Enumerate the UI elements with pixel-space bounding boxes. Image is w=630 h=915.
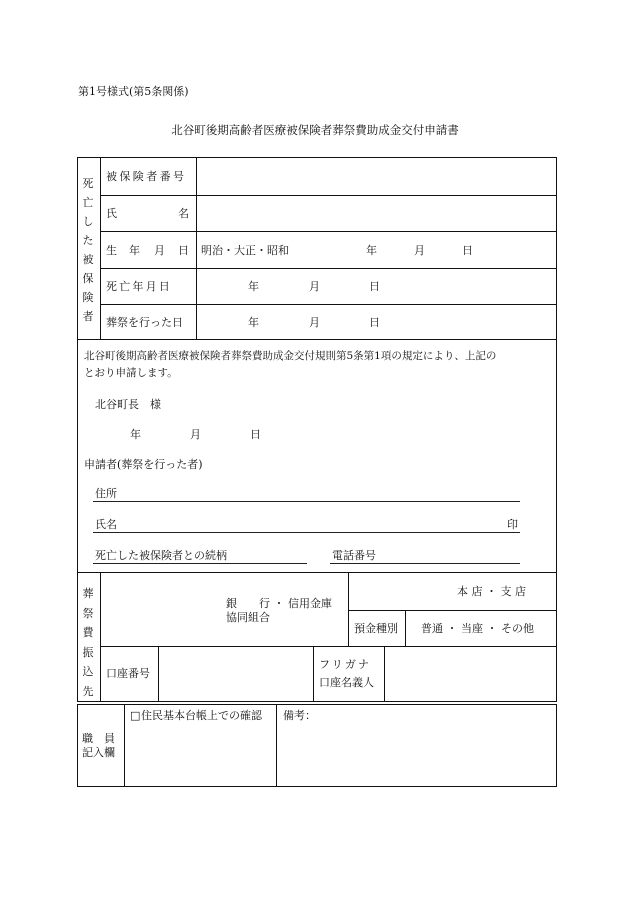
phone-line[interactable] xyxy=(330,563,520,564)
birth-month: 月 xyxy=(414,244,425,257)
account-holder-field[interactable] xyxy=(385,647,556,702)
death-day: 日 xyxy=(369,280,380,293)
relation-line[interactable] xyxy=(93,563,307,564)
bank-types[interactable]: 銀 行 ・ 信用金庫 xyxy=(226,597,332,610)
account-holder-label: 口座名義人 xyxy=(319,676,374,689)
application-statement-1: 北谷町後期高齢者医療被保険者葬祭費助成金交付規則第5条第1項の規定により、上記の xyxy=(84,350,497,362)
applicant-label: 申請者(葬祭を行った者) xyxy=(84,458,203,471)
address-line[interactable] xyxy=(93,501,520,502)
bank-subrow-line xyxy=(348,610,557,611)
application-year: 年 xyxy=(130,428,141,441)
birth-label-3: 月 xyxy=(154,244,165,257)
application-day: 日 xyxy=(250,428,261,441)
row-line xyxy=(100,231,557,232)
account-number-label: 口座番号 xyxy=(106,667,150,680)
bank-section-divider xyxy=(100,572,101,702)
section-line xyxy=(77,339,557,340)
branch-types[interactable]: 本 店 ・ 支 店 xyxy=(457,585,526,598)
name-label-first: 氏 xyxy=(106,207,117,220)
bank-section-label xyxy=(82,584,96,701)
deposit-type-label: 預金種別 xyxy=(354,622,398,635)
funeral-month: 月 xyxy=(309,316,320,329)
form-reference: 第1号様式(第5条関係) xyxy=(78,85,189,98)
staff-divider xyxy=(124,704,125,787)
seal-mark: 印 xyxy=(507,518,518,531)
birth-label-1: 生 xyxy=(106,244,117,257)
deceased-section-label xyxy=(82,174,96,326)
main-form-frame xyxy=(77,157,557,702)
birth-day: 日 xyxy=(462,244,473,257)
resident-check-label: 住民基本台帳上での確認 xyxy=(141,709,262,722)
applicant-name-label: 氏名 xyxy=(95,518,117,531)
funeral-day: 日 xyxy=(369,316,380,329)
deposit-types[interactable]: 普通 ・ 当座 ・ その他 xyxy=(421,622,534,635)
bank-section-text: 葬祭費振込先 xyxy=(82,587,94,698)
staff-label-2: 記入欄 xyxy=(82,746,115,759)
death-month: 月 xyxy=(309,280,320,293)
death-date-label: 死亡年月日 xyxy=(106,280,172,293)
bank-types-union[interactable]: 協同組合 xyxy=(226,611,270,624)
deceased-name-field[interactable] xyxy=(197,196,556,231)
deceased-section-text: 死亡した被保険者 xyxy=(82,177,94,323)
remarks-label: 備考： xyxy=(283,709,316,722)
insured-number-label: 被保険者番号 xyxy=(106,170,187,183)
birth-label-2: 年 xyxy=(129,244,140,257)
name-line[interactable] xyxy=(93,532,520,533)
addressee: 北谷町長 様 xyxy=(95,398,161,411)
name-label-second: 名 xyxy=(178,207,189,220)
resident-check-checkbox[interactable]: □ xyxy=(130,709,141,722)
application-month: 月 xyxy=(190,428,201,441)
birth-label-4: 日 xyxy=(178,244,189,257)
account-number-field[interactable] xyxy=(159,647,313,702)
funeral-year: 年 xyxy=(248,316,259,329)
staff-label-1: 職 員 xyxy=(82,732,115,745)
address-label: 住所 xyxy=(95,487,117,500)
death-year: 年 xyxy=(248,280,259,293)
phone-label: 電話番号 xyxy=(332,549,376,562)
insured-number-field[interactable] xyxy=(197,158,556,195)
row-line xyxy=(100,304,557,305)
deposit-divider xyxy=(405,610,406,646)
furigana-label: フリガナ xyxy=(319,658,372,671)
funeral-date-label: 葬祭を行った日 xyxy=(106,316,183,329)
application-statement-2: とおり申請します。 xyxy=(84,367,178,379)
deceased-section-divider xyxy=(100,157,101,339)
birth-year: 年 xyxy=(366,244,377,257)
era-options[interactable]: 明治・大正・昭和 xyxy=(201,244,289,257)
relation-label: 死亡した被保険者との続柄 xyxy=(95,549,227,562)
section-line xyxy=(77,572,557,573)
account-divider xyxy=(313,646,314,702)
staff-divider xyxy=(276,704,277,787)
bank-divider xyxy=(348,572,349,646)
row-line xyxy=(100,268,557,269)
form-title: 北谷町後期高齢者医療被保険者葬祭費助成金交付申請書 xyxy=(171,123,459,137)
